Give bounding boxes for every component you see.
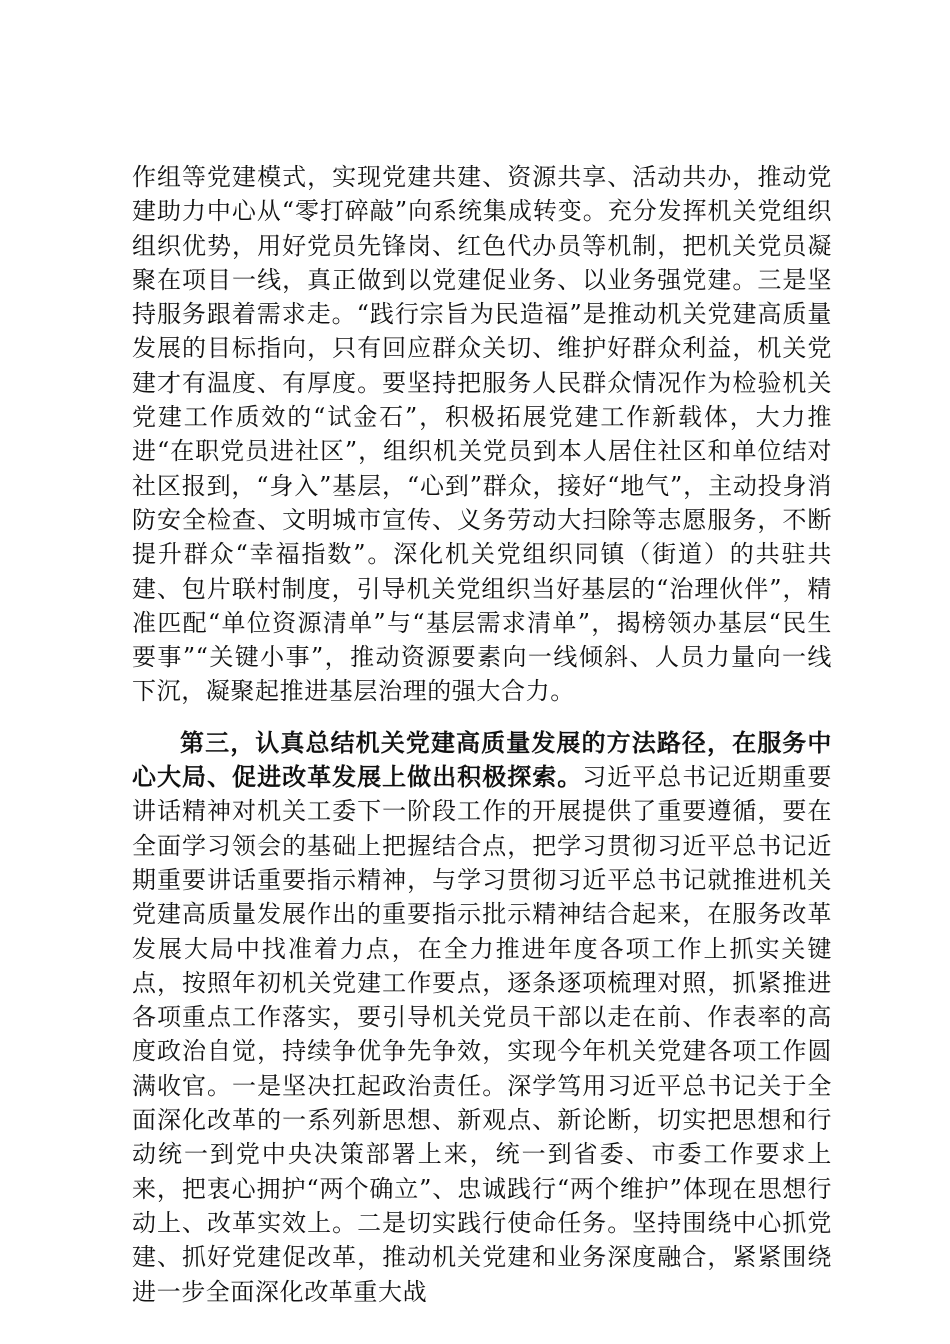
paragraph-2-body: 习近平总书记近期重要讲话精神对机关工委下一阶段工作的开展提供了重要遵循，要在全面学习领会的基础上把握结合点，把学习贯彻习近平总书记近期重要讲话重要指示精神，与学习贯彻习近平总书记就推进机关党建高质量发展作出的重要指示批示精神结合起来，在服务改革发展大局中找准着力点，在全力推进年度各项工作上抓实关键点，按照年初机关党建工作要点，逐条逐项梳理对照，抓紧推进各项重点工作落实，要引导机关党员干部以走在前、作表率的高度政治自觉，持续争优争先争效，实现今年机关党建各项工作圆满收官。一是坚决扛起政治责任。深学笃用习近平总书记关于全面深化改革的一系列新思想、新观点、新论断，切实把思想和行动统一到党中央决策部署上来，统一到省委、市委工作要求上来，把衷心拥护“两个确立”、忠诚践行“两个维护”体现在思想行动上、改革实效上。二是切实践行使命任务。坚持围绕中心抓党建、抓好党建促改革，推动机关党建和业务深度融合，紧紧围绕进一步全面深化改革重大战 bbox=[132, 763, 832, 1306]
document-page bbox=[132, 160, 832, 1309]
paragraph-2 bbox=[132, 726, 832, 1309]
paragraph-2-heading: 第三，认真总结机关党建高质量发展的方法路径，在服务中心大局、促进改革发展上做出积极探索。 bbox=[132, 727, 832, 792]
paragraph-1: 作组等党建模式，实现党建共建、资源共享、活动共办，推动党建助力中心从“零打碎敲”向系统集成转变。充分发挥机关党组织组织优势，用好党员先锋岗、红色代办员等机制，把机关党员凝聚在项目一线，真正做到以党建促业务、以业务强党建。三是坚持服务跟着需求走。“践行宗旨为民造福”是推动机关党建高质量发展的目标指向，只有回应群众关切、维护好群众利益，机关党建才有温度、有厚度。要坚持把服务人民群众情况作为检验机关党建工作质效的“试金石”，积极拓展党建工作新载体，大力推进“在职党员进社区”，组织机关党员到本人居住社区和单位结对社区报到，“身入”基层，“心到”群众，接好“地气”，主动投身消防安全检查、文明城市宣传、义务劳动大扫除等志愿服务，不断提升群众“幸福指数”。深化机关党组织同镇（街道）的共驻共建、包片联村制度，引导机关党组织当好基层的“治理伙伴”，精准匹配“单位资源清单”与“基层需求清单”，揭榜领办基层“民生要事”“关键小事”，推动资源要素向一线倾斜、人员力量向一线下沉，凝聚起推进基层治理的强大合力。 bbox=[132, 163, 832, 706]
